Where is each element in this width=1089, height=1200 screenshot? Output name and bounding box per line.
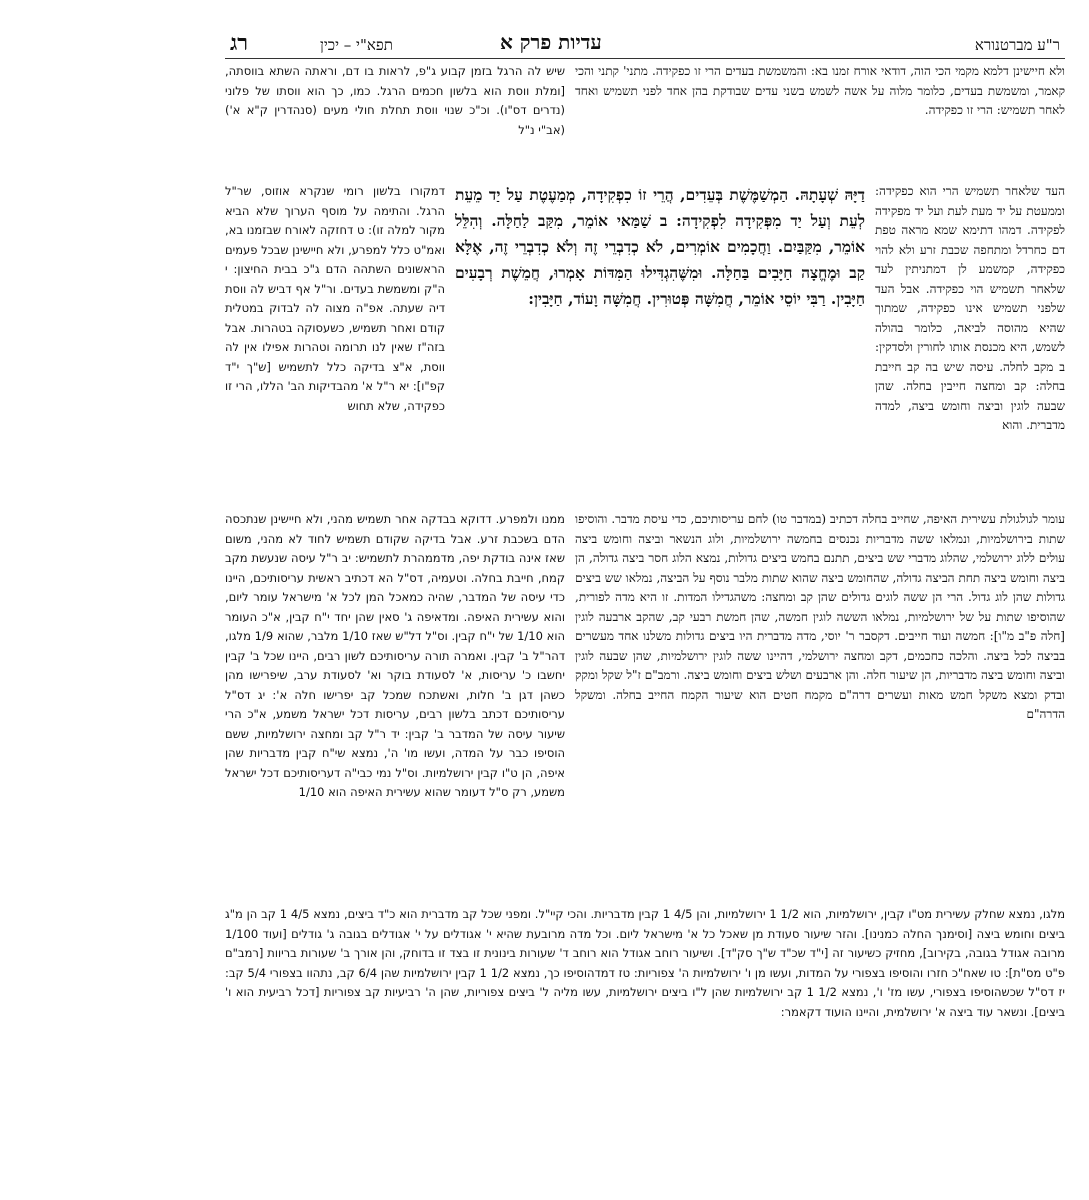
- mishnah-text: דַיָּהּ שְׁעָתָהּ. הַמְשַׁמֶּשֶׁת בְּעֵדִים, הֲרֵי זוֹ כִפְקִידָה, מְמַעֶטֶת עַל יַד מֵעֵת לְעֵת וְעַל יַד מִפְּקִידָה לִפְקִידָה: ב שַׁמַּאי אוֹמֵר, מִקַּב לַחַלָּה. וְהִלֵּל אוֹמֵר, מִקַּבַּיִם. וַחֲכָמִים אוֹמְרִים, לֹא כְדִבְרֵי זֶה וְלֹא כְדִבְרֵי זֶה, אֶלָּא קַב וּמֶחֱצָה חַיָּבִים בַּחַלָּה. וּמִשֶּׁהִגְדִּילוּ הַמִּדּוֹת אָמְרוּ, חֲמֵשֶׁת רְבָעִים חַיָּבִין. רַבִּי יוֹסֵי אוֹמֵר, חֲמִשָּׁה פְּטוּרִין. חֲמִשָּׁה וָעוֹד, חַיָּבִין:: [455, 185, 865, 308]
- bartenura-bottom: עומר לגולגולת עשירית האיפה, שחייב בחלה דכתיב (במדבר טו) לחם עריסותיכם, כדי עיסת מדבר. והוסיפו שתות בירושלמיות, ונמלאו ששה מדבריות נכנסים בחמשה ירושלמיות, ולוג הנשאר וביצה וחומש ביצה עולים ללוג ירושלמי, שהלוג מדברי שש ביצים, תתנם בחמש ביצים גדולות, נמצא הלוג חסר ביצה גדולה, הן ביצה וחומש ביצה תחת הביצה גדולה, שהחומש ביצה שהוא שתות מלבר נוסף על הביצה, נמלאו שש ביצים גדולות שהן לוג גדול. הרי הן ששה לוגים גדולים שהן קב ומחצה: משהגדילו המדות. זו היא מדה לפורית, שהוסיפו שתות על של ירושלמיות, נמלאו הששה לוגין חמשה, שהן חמשת רבעי קב, שהקב ארבעה לוגין [חלה פ"ב מ"ו]: חמשה ועוד חייבים. דקסבר ר' יוסי, מדה מדברית היו ביצים גדולות משלנו אחד מעשרים בביצה לכל ביצה. והלכה כחכמים, דקב ומחצה ירושלמי, דהיינו ששה לוגין ירושלמיות, שהן שבעה לוגין וביצה וחומש ביצה מדבריות, הן שיעור חלה. והן ארבעים ושלש ביצים וחומש ביצה. ורמב"ם ז"ל שקל ומקק ובדק ומצא משקל חמש מאות ועשרים דרה"ם מקמח חטים הוא שיעור הקמח החייב בחלה. ומשקל הדרה"ם: [575, 512, 1065, 721]
- page-number: רג: [230, 30, 249, 56]
- folio-label: תפא"י – יכין: [320, 36, 393, 54]
- tractate-title: עדיות פרק א: [500, 30, 602, 54]
- bartenura-side: העד שלאחר תשמיש הרי הוא כפקידה: וממעטת על יד מעת לעת ועל יד מפקידה לפקידה. דמהו דתימא שמא מראה טפת דם כחרדל ומתחפה שכבת זרע ולא להוי כפקידה, קמשמע לן דמתניתין לעד שלאחר תשמיש הוי כפקידה. אבל העד שלפני תשמיש אינו כפקידה, שמתוך שהיא מהוסה לביאה, כלומר בהולה לשמש, היא מכנסת אותו לחורין ולסדקין: ב מקב לחלה. עיסה שיש בה קב חייבת בחלה: קב ומחצה חייבין בחלה. שהן שבעה לוגין וביצה וחומש ביצה, למדה מדברית. והוא: [875, 184, 1065, 432]
- commentator-label: ר"ע מברטנורא: [974, 36, 1060, 54]
- header-rule: [225, 58, 1065, 59]
- yachin-bottom: מלגו, נמצא שחלק עשירית מט"ו קבין, ירושלמיות, הוא 1/2 1 ירושלמיות, והן 4/5 1 קבין מדבריות. והכי קיי"ל. ומפני שכל קב מדברית הוא כ"ד ביצים, נמצא 4/5 1 קב הן מ"ג ביצים וחומש ביצה [וסימנך החלה כמנינו]. והזר שיעור סעודת מן שאכל כל א' מישראל ליום. וכל מדה מרובעת שהיא י' אגודלים על י' אגודלים בגובה ג' גודלים [ועוד 1/100 מרובה אגודל בגובה, בקירוב], מחזיק כשיעור זה [י"ד שכ"ד ש"ך סק"ד]. ושיעור רוחב אגודל הוא רוחב ד' שעורות בינונית זו בצד זו בדוחק, והן אורך ב' שעורות בריוות [רמב"ם פ"ט מס"ת]: טו שאח"כ חזרו והוסיפו בצפורי על המדות, ועשו מן ו' ירושלמיות ה' צפוריות: טז דמדהוסיפו כך, נמצא 1/2 1 קבין ירושלמיות שהן 6/4 קב, נתהוו בצפורי 5/4 קב: יז דס"ל שכשהוסיפו בצפורי, עשו מז' ו', נמצא 1/2 1 קב ירושלמיות שהן ל"ו ביצים ירושלמיות, עשו מליה ל' ביצים צפוריות, שהן ה' רביעיות קב צפוריות [דכל רביעית הוא ו' ביצים]. ונשאר עוד ביצה א' ירושלמית, והיינו הועוד דקאמר:: [225, 907, 1065, 1019]
- yachin-side: דמקורו בלשון רומי שנקרא אוזוס, שר"ל הרגל. והתימה על מוסף הערוך שלא הביא מקור למלה זו): ט דחזקה לאורח שבזמנו בא, ואמ"ט כלל למפרע, ולא חיישינן שבכל פעמים הראשונים השתהה הדם ג"כ בבית החיצון: י ה"ק ומשמשת בעדים. ור"ל אף דביש לה ווסת דיה שעתה. אפ"ה מצוה לה לבדוק במטלית קודם ואחר תשמיש, כשעסוקה בטהרות. אבל בזה"ז שאין לנו תרומה וטהרות אפילו אין לה ווסת, א"צ בדיקה כלל לתשמיש [ש"ך י"ד קפ"ו]: יא ר"ל א' מהבדיקות הב' הללו, הרי זו כפקידה, שלא תחוש: [225, 184, 445, 413]
- page-header: [230, 30, 1060, 56]
- yachin-top: שיש לה הרגל בזמן קבוע ג"פ, לראות בו דם, וראתה השתא בווסתה, [ומלת ווסת הוא בלשון חכמים הרגל. כמו, כך הוא ווסתו של פלוני (נדרים דס"ו). וכ"כ שנוי ווסת תחלת חולי מעים (סנהדרין ק"א א') (אב"י נ"ל: [225, 64, 565, 137]
- yachin-middle: ממנו ולמפרע. דדוקא בבדקה אחר תשמיש מהני, ולא חיישינן שנתכסה הדם בשכבת זרע. אבל בדיקה שקודם תשמיש לחוד לא מהני, משום שאז אינה בודקת יפה, מדממהרת לתשמיש: יב ר"ל עיסה שנעשת מקב קמח, חייבת בחלה. וטעמיה, דס"ל הא דכתיב ראשית עריסותיכם, היינו כדי עיסה של המדבר, שהיה כמאכל המן לכל א' מישראל עומר ליום, והוא עשירית האיפה. ומדאיפה ג' סאין שהן יחד י"ח קבין, א"כ העומר הוא 1/10 של י"ח קבין. וס"ל דל"ש שאז 1/10 מלבר, שהוא 1/9 מלגו, דהר"ל ב' קבין. ואמרה תורה עריסותיכם לשון רבים, היינו שכל ב' קבין יחשבו כ' עריסות, א' לסעודת בוקר וא' לסעודת ערב, שיפרישו מהן כשהן דגן ב' חלות, ואשתכח שמכל קב יפרישו חלה א': יג דס"ל עריסותיכם דכתב בלשון רבים, עריסות דכל ישראל משמע, א"כ הרי שיעור עיסה של המדבר ב' קבין: יד ר"ל קב ומחצה ירושלמיות, ששם הוסיפו כבר על המדה, ועשו מו' ה', נמצא שי"ח קבין מדבריות שהן איפה, הן ט"ו קבין ירושלמיות. וס"ל נמי כבי"ה דעריסותיכם דכל ישראל משמע, רק ס"ל דעומר שהוא עשירית האיפה הוא 1/10: [225, 512, 565, 799]
- bartenura-top: ולא חיישינן דלמא מקמי הכי הוה, דודאי אורח זמנו בא: והמשמשת בעדים הרי זו כפקידה. מתני' קתני והכי קאמר, ומשמשת בעדים, כלומר מלוה על אשה לשמש בשני עדים שבודקת בהן אחד לפני תשמיש ואחד לאחר תשמיש: הרי זו כפקידה.: [575, 64, 1065, 117]
